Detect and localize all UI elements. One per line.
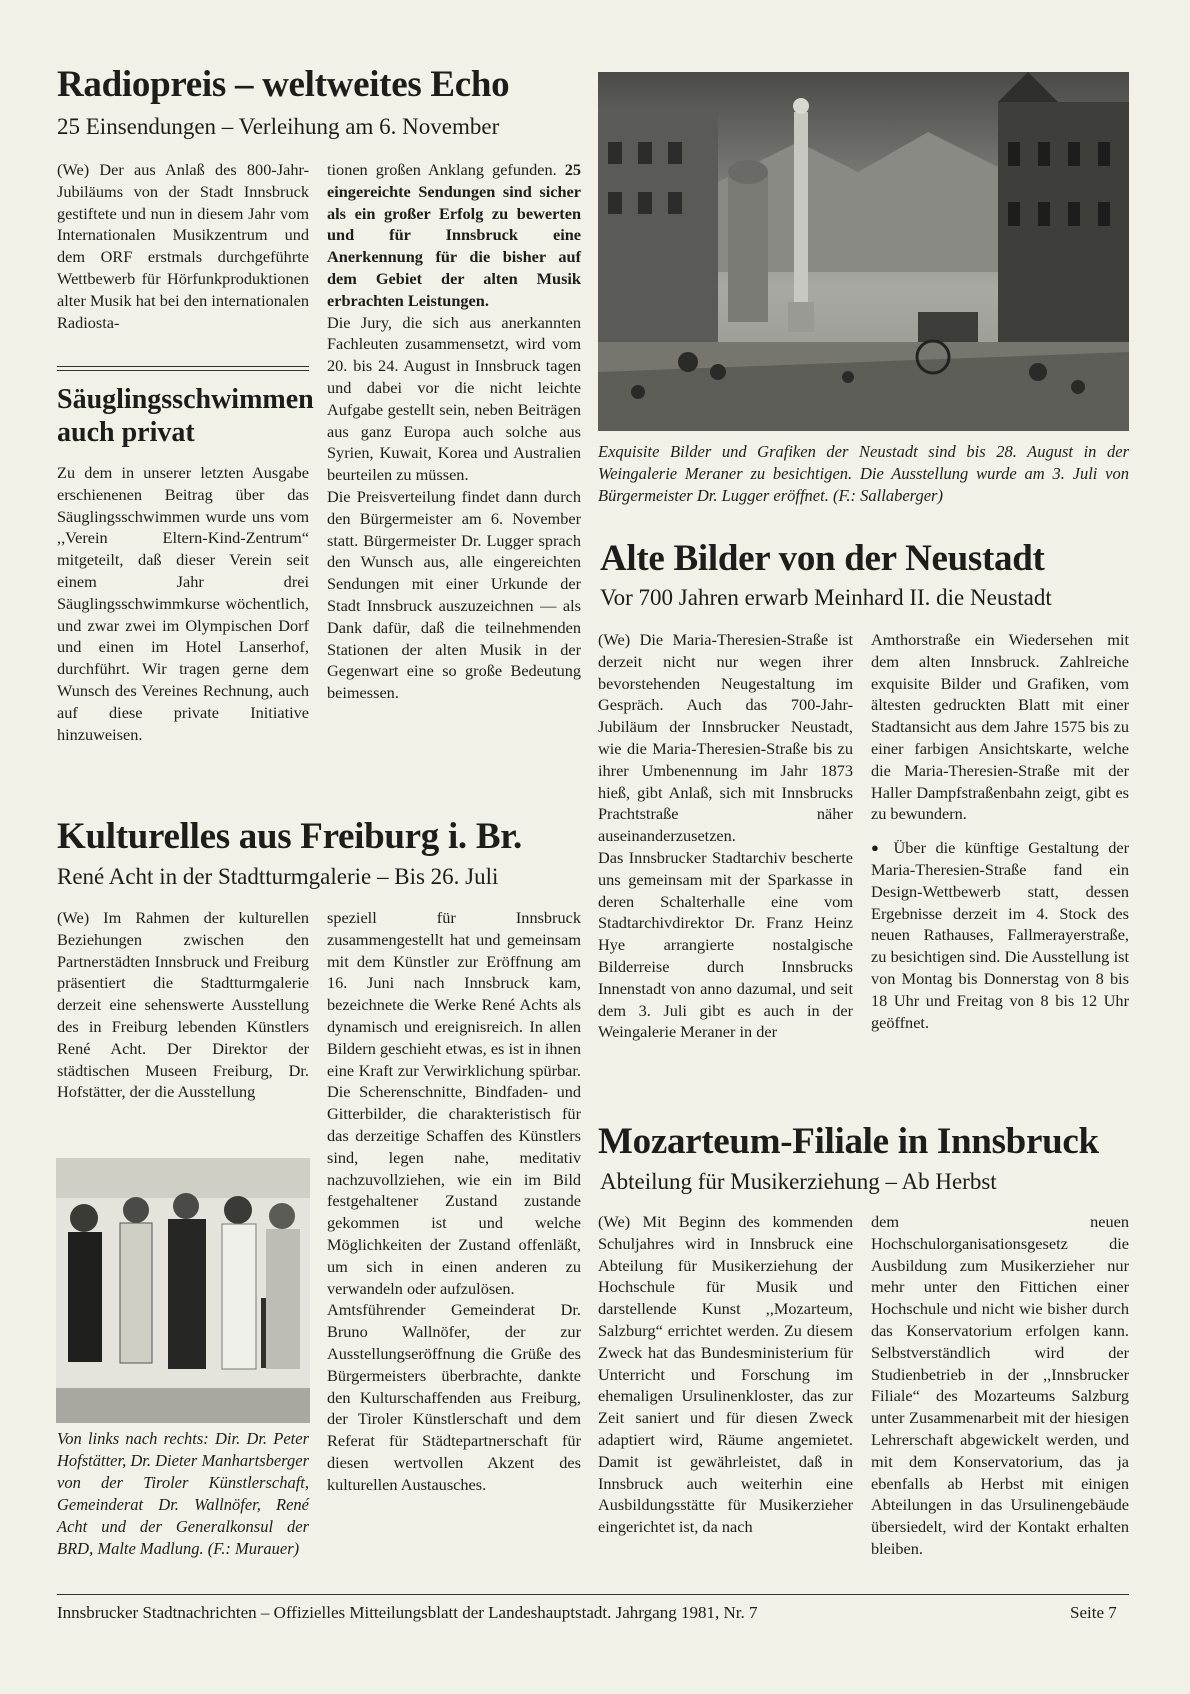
freiburg-headline: Kulturelles aus Freiburg i. Br. [57, 816, 522, 857]
radiopreis-column-1 [57, 159, 309, 333]
mozarteum-paragraph-1: (We) Mit Beginn des kommenden Schuljahres wird in Innsbruck eine Abteilung für Musikerziehung der Hochschule für Musik und darstellende Kunst ,,Mozarteum, Salzburg“ errichtet werden. Zu diesem Zweck hat das Bundesministerium für Unterricht und Forschung im ehemaligen Ursulinenkloster, das zur Zeit saniert und für diesen Zweck adaptiert wird, Räume angemietet. Damit ist gewährleistet, daß in Innsbruck auch weiterhin eine Ausbildungsstätte für Musikerzieher eingerichtet ist, da nach [598, 1212, 853, 1537]
mozarteum-subheadline: Abteilung für Musikerziehung – Ab Herbst [600, 1169, 997, 1194]
neustadt-engraving-drawing [598, 72, 1129, 431]
radiopreis-paragraph-4: Die Preisverteilung findet dann durch den Bürgermeister am 6. November statt. Bürgermeister Dr. Lugger sprach den Wunsch aus, alle eingereichten Sendungen mit einer Urkunde der Stadt Innsbruck auszuzeichnen — als Dank dafür, daß die teilnehmenden Stationen der alten Musik in der Gegenwart eine so große Bedeutung beimessen. [327, 486, 581, 703]
neustadt-paragraph-4-text: Über die künftige Gestaltung der Maria-Theresien-Straße fand ein Design-Wettbewerb statt, dessen Ergebnisse derzeit im 4. Stock des neuen Rathauses, Fallmerayerstraße, zu besichtigen sind. Die Ausstellung ist von Montag bis Donnerstag von 8 bis 18 Uhr und Freitag von 8 bis 12 Uhr geöffnet. [871, 838, 1130, 1032]
divider-rule [57, 366, 309, 371]
radiopreis-paragraph-3: Die Jury, die sich aus anerkannten Fachleuten zusammensetzt, wird vom 20. bis 24. August in Innsbruck tagen und dabei vor die nicht leichte Aufgabe gestellt sein, neben Beiträgen aus ganz Europa auch solche aus Syrien, Kuwait, Korea und Australien beurteilen zu müssen. [327, 312, 581, 485]
freiburg-group-photo [56, 1158, 310, 1423]
neustadt-column-1 [598, 629, 853, 1043]
saeugling-paragraph: Zu dem in unserer letzten Ausgabe erschienenen Beitrag über das Säuglingsschwimmen wurde uns vom ,,Verein Eltern-Kind-Zentrum“ mitgeteilt, daß dieser Verein seit einem Jahr drei Säuglingsschwimmkurse wöchentlich, und zwar zwei im Olympischen Dorf und einen im Hotel Lanserhof, durchführt. Wir tragen gerne dem Wunsch des Vereines Rechnung, auch auf diese private Initiative hinzuweisen. [57, 463, 309, 744]
footer-publication-line: Innsbrucker Stadtnachrichten – Offizielles Mitteilungsblatt der Landeshauptstadt. Jahrgang 1981, Nr. 7 [57, 1603, 758, 1622]
freiburg-paragraph-2: speziell für Innsbruck zusammengestellt hat und gemeinsam mit dem Künstler zur Eröffnung am 16. Juni nach Innsbruck kam, bezeichnete die Werke René Achts als dynamisch und ereignisreich. In allen Bildern geschieht etwas, es ist in ihnen eine Kraft zur Verwirklichung spürbar. Die Scherenschnitte, Bindfaden- und Gitterbilder, die charakteristisch für das derzeitige Schaffen des Künstlers sind, legen nahe, meditativ nachzuvollziehen, wie ein im Bild festgehaltener Zustand zustande gekommen ist und welche Möglichkeiten der Zustand offenläßt, um sich in einen anderen zu verwandeln oder aufzulösen. [327, 908, 581, 1298]
radiopreis-lead: tionen großen Anklang gefunden. [327, 160, 557, 179]
neustadt-column-2 [871, 629, 1129, 1033]
neustadt-paragraph-2: Das Innsbrucker Stadtarchiv bescherte uns gemeinsam mit der Sparkasse in deren Schalterhalle eine vom Stadtarchivdirektor Dr. Franz Heinz Hye arrangierte nostalgische Bilderreise durch Innsbrucks Innenstadt von anno dazumal, und seit dem 3. Juli gibt es auch in der Weingalerie Meraner in der [598, 847, 853, 1042]
freiburg-column-1 [57, 907, 309, 1103]
mozarteum-paragraph-2: dem neuen Hochschulorganisationsgesetz die Ausbildung zum Musikerzieher nur mehr unter den Fittichen einer Hochschule und nicht wie bisher durch das Konservatorium erfolgen kann. Selbstverständlich wird der Studienbetrieb in der ,,Innsbrucker Filiale“ des Mozarteums Salzburg unter Zusammenarbeit mit der hiesigen Lehrerschaft abgewickelt werden, und mit dem Konservatorium, das ja ebenfalls ab Herbst mit einigen Abteilungen in das Ursulinengebäude übersiedelt, wird der Kontakt erhalten bleiben. [871, 1212, 1129, 1558]
neustadt-engraving-image [598, 72, 1129, 431]
neustadt-paragraph-3: Amthorstraße ein Wiedersehen mit dem alten Innsbruck. Zahlreiche exquisite Bilder und Grafiken, vom ältesten gedruckten Blatt mit einer Stadtansicht aus dem Jahre 1575 bis zu einer farbigen Ansichtskarte, welche die Maria-Theresien-Straße mit der Haller Dampfstraßenbahn zeigt, gibt es zu bewundern. [871, 630, 1129, 824]
mozarteum-headline: Mozarteum-Filiale in Innsbruck [598, 1121, 1099, 1162]
footer-rule [57, 1594, 1129, 1595]
radiopreis-bold-text: 25 eingereichte Sendungen sind sicher als ein großer Erfolg zu bewerten und für Innsbruck eine Anerkennung für die bisher auf dem Gebiet der alten Musik erbrachten Leistungen. [327, 160, 581, 310]
radiopreis-paragraph: (We) Der aus Anlaß des 800-Jahr-Jubiläums von der Stadt Innsbruck gestiftete und nun in diesem Jahr vom Internationalen Musikzentrum und dem ORF erstmals durchgeführte Wettbewerb für Hörfunkproduktionen alter Musik hat bei den internationalen Radiosta- [57, 160, 309, 332]
freiburg-subheadline: René Acht in der Stadtturmgalerie – Bis 26. Juli [57, 864, 499, 889]
mozarteum-column-2 [871, 1211, 1129, 1560]
neustadt-paragraph-4 [871, 837, 1129, 1033]
freiburg-column-2 [327, 907, 581, 1496]
neustadt-paragraph-1: (We) Die Maria-Theresien-Straße ist derzeit nicht nur wegen ihrer bevorstehenden Neugestaltung im Gespräch. Auch das 700-Jahr-Jubiläum der Innsbrucker Neustadt, wie die Maria-Theresien-Straße bis zu ihrer Umbenennung im Jahr 1873 hieß, gibt Anlaß, sich mit Innsbrucks Prachtstraße näher auseinanderzusetzen. [598, 630, 853, 846]
freiburg-group-photo-drawing [56, 1158, 310, 1423]
page-number: Seite 7 [1070, 1603, 1117, 1622]
saeugling-body [57, 462, 309, 745]
saeugling-headline-line-2: auch privat [57, 417, 195, 448]
radiopreis-paragraph-2 [327, 159, 581, 312]
freiburg-paragraph-3: Amtsführender Gemeinderat Dr. Bruno Wallnöfer, der zur Ausstellungseröffnung die Grüße des Bürgermeisters überbrachte, dankte den Kulturschaffenden aus Freiburg, der Tiroler Künstlerschaft und dem Referat für Städtepartnerschaft für diesen wertvollen Akzent des kulturellen Austausches. [327, 1300, 581, 1494]
saeugling-headline-line-1: Säuglingsschwimmen [57, 384, 314, 415]
neustadt-subheadline: Vor 700 Jahren erwarb Meinhard II. die Neustadt [600, 585, 1052, 610]
mozarteum-column-1 [598, 1211, 853, 1538]
freiburg-photo-caption: Von links nach rechts: Dir. Dr. Peter Hofstätter, Dr. Dieter Manhartsberger von der Tiroler Künstlerschaft, Gemeinderat Dr. Wallnöfer, René Acht und der Generalkonsul der BRD, Malte Madlung. (F.: Murauer) [57, 1429, 309, 1558]
bullet-icon: ● [871, 840, 885, 856]
saeugling-headline [57, 383, 317, 449]
freiburg-paragraph-1: (We) Im Rahmen der kulturellen Beziehungen zwischen den Partnerstädten Innsbruck und Freiburg präsentiert die Stadtturmgalerie derzeit eine sehenswerte Ausstellung des in Freiburg lebenden Künstlers René Acht. Der Direktor der städtischen Museen Freiburg, Dr. Hofstätter, der die Ausstellung [57, 908, 309, 1102]
neustadt-image-caption: Exquisite Bilder und Grafiken der Neustadt sind bis 28. August in der Weingalerie Meraner zu besichtigen. Die Ausstellung wurde am 3. Juli von Bürgermeister Dr. Lugger eröffnet. (F.: Sallaberger) [598, 442, 1129, 505]
radiopreis-column-2 [327, 159, 581, 704]
neustadt-headline: Alte Bilder von der Neustadt [600, 538, 1045, 579]
radiopreis-subheadline: 25 Einsendungen – Verleihung am 6. November [57, 114, 500, 139]
radiopreis-headline: Radiopreis – weltweites Echo [57, 64, 510, 105]
